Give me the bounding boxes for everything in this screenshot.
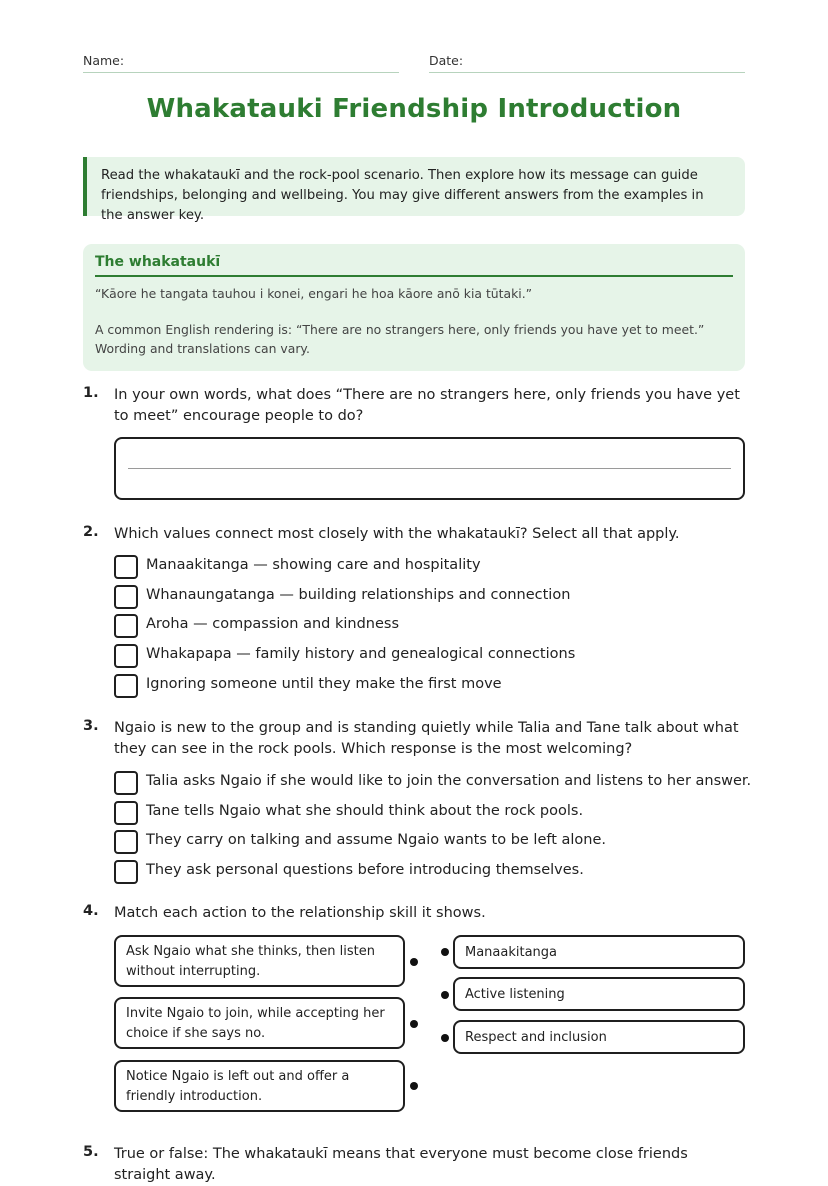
answer-box[interactable] (114, 437, 745, 500)
option-whanaungatanga[interactable] (114, 585, 745, 609)
answer-line (128, 468, 731, 469)
question-number: 5. (83, 1144, 99, 1160)
option-ignoring[interactable] (114, 674, 745, 698)
question-text: Ngaio is new to the group and is standing quietly while Talia and Tane talk about what they can see in the rock pools. Which response is the most welcoming? (114, 720, 739, 757)
name-label: Name: (83, 53, 125, 68)
page-title: Whakatauki Friendship Introduction (146, 94, 682, 124)
checkbox[interactable] (114, 771, 138, 795)
option-label: Whanaungatanga — building relationships and connection (146, 587, 571, 603)
question-number: 2. (83, 524, 99, 540)
option-label: They carry on talking and assume Ngaio wants to be left alone. (146, 832, 607, 848)
checkbox[interactable] (114, 614, 138, 638)
option-label: Aroha — compassion and kindness (146, 616, 400, 632)
question-number: 4. (83, 903, 99, 919)
option-carry-on[interactable] (114, 830, 745, 854)
checkbox[interactable] (114, 644, 138, 668)
question-number: 1. (83, 385, 99, 401)
checkbox[interactable] (114, 555, 138, 579)
option-manaakitanga[interactable] (114, 555, 745, 579)
question-5 (83, 1144, 745, 1183)
question-2 (83, 524, 745, 704)
date-label: Date: (429, 53, 464, 68)
whakatauki-quote: “Kāore he tangata tauhou i konei, engari he hoa kāore anō kia tūtaki.” (95, 286, 533, 301)
match-skill-2[interactable]: Active listening (453, 977, 745, 1011)
match-dot-right-3[interactable] (441, 1034, 449, 1042)
option-aroha[interactable] (114, 614, 745, 638)
match-skill-1[interactable]: Manaakitanga (453, 935, 745, 969)
whakatauki-title: The whakataukī (95, 254, 733, 277)
question-text: Match each action to the relationship skill it shows. (114, 905, 486, 921)
checkbox[interactable] (114, 585, 138, 609)
whakatauki-box (83, 244, 745, 371)
checkbox[interactable] (114, 860, 138, 884)
checkbox[interactable] (114, 674, 138, 698)
match-dot-left-3[interactable] (410, 1082, 418, 1090)
match-dot-left-1[interactable] (410, 958, 418, 966)
option-personal-questions[interactable] (114, 860, 745, 884)
match-action-1[interactable]: Ask Ngaio what she thinks, then listen without interrupting. (114, 935, 405, 987)
match-skill-3[interactable]: Respect and inclusion (453, 1020, 745, 1054)
match-action-2[interactable]: Invite Ngaio to join, while accepting her choice if she says no. (114, 997, 405, 1049)
option-label: Manaakitanga — showing care and hospitality (146, 557, 481, 573)
checkbox[interactable] (114, 801, 138, 825)
name-field[interactable] (83, 52, 399, 73)
intro-callout: Read the whakataukī and the rock-pool scenario. Then explore how its message can guide friendships, belonging and wellbeing. You may give different answers from the examples in the answer key. (83, 157, 745, 216)
date-field[interactable] (429, 52, 745, 73)
question-text: True or false: The whakataukī means that everyone must become close friends straight away. (114, 1146, 688, 1183)
match-action-3[interactable]: Notice Ngaio is left out and offer a friendly introduction. (114, 1060, 405, 1112)
match-dot-right-2[interactable] (441, 991, 449, 999)
option-label: Whakapapa — family history and genealogical connections (146, 646, 576, 662)
option-whakapapa[interactable] (114, 644, 745, 668)
match-dot-left-2[interactable] (410, 1020, 418, 1028)
option-label: They ask personal questions before introducing themselves. (146, 862, 584, 878)
question-1 (83, 385, 745, 505)
option-talia-asks[interactable] (114, 771, 752, 795)
option-tane-tells[interactable] (114, 801, 745, 825)
option-label: Ignoring someone until they make the first move (146, 676, 502, 692)
option-label: Tane tells Ngaio what she should think about the rock pools. (146, 803, 584, 819)
question-3 (83, 718, 752, 888)
question-text: Which values connect most closely with the whakataukī? Select all that apply. (114, 526, 680, 542)
option-label: Talia asks Ngaio if she would like to join the conversation and listens to her answer. (146, 773, 752, 789)
question-4 (83, 903, 745, 1118)
whakatauki-note: A common English rendering is: “There are no strangers here, only friends you have yet to meet.” Wording and translations can vary. (95, 322, 705, 356)
question-number: 3. (83, 718, 99, 734)
checkbox[interactable] (114, 830, 138, 854)
question-text: In your own words, what does “There are no strangers here, only friends you have yet to meet” encourage people to do? (114, 387, 740, 424)
match-dot-right-1[interactable] (441, 948, 449, 956)
name-date-bar (83, 52, 745, 74)
